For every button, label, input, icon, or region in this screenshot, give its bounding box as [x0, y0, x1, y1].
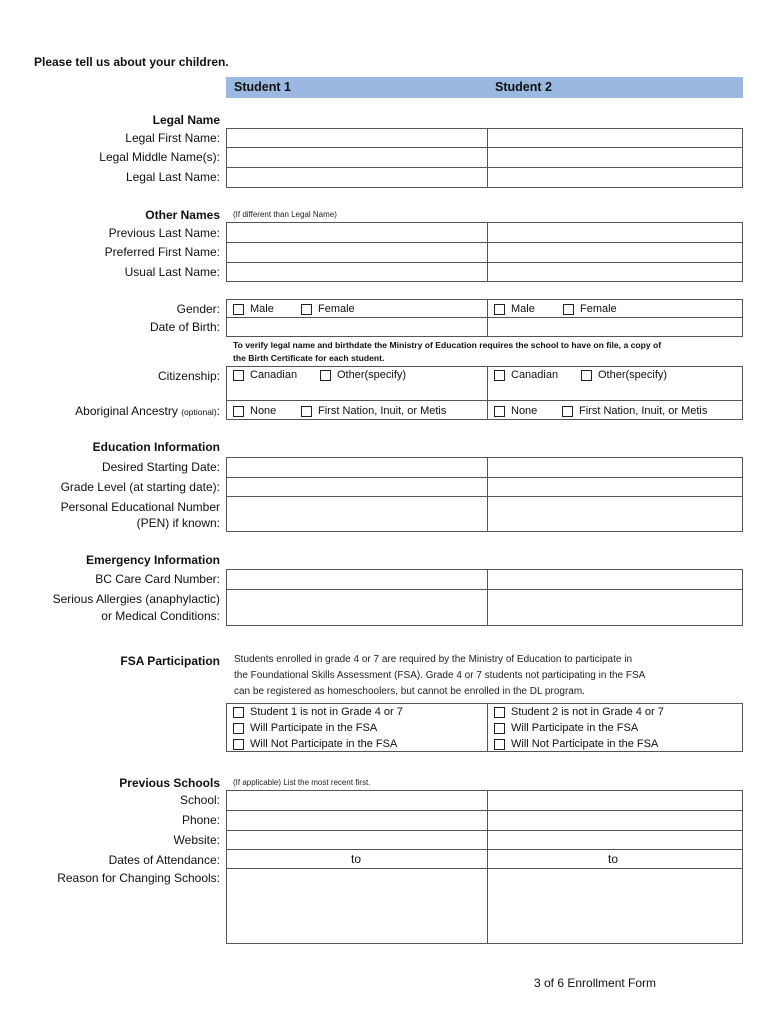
- checkbox-icon: [563, 304, 574, 315]
- allergies-label-line2: or Medical Conditions:: [101, 609, 220, 623]
- s2-not-grade-label: Student 2 is not in Grade 4 or 7: [511, 706, 664, 718]
- checkbox-icon: [233, 739, 244, 750]
- s1-phone-field[interactable]: [226, 810, 488, 831]
- preferred-first-label: Preferred First Name:: [104, 245, 220, 259]
- previous-last-label: Previous Last Name:: [108, 226, 220, 240]
- checkbox-icon: [233, 406, 244, 417]
- s2-first-nation-checkbox[interactable]: [562, 405, 707, 417]
- aboriginal-colon: :: [216, 404, 220, 418]
- will-not-participate-label: Will Not Participate in the FSA: [250, 738, 398, 750]
- legal-middle-label: Legal Middle Name(s):: [99, 150, 220, 164]
- s2-legal-last-field[interactable]: [487, 167, 743, 188]
- checkbox-icon: [233, 370, 244, 381]
- intro-text: Please tell us about your children.: [34, 55, 229, 69]
- dob-label: Date of Birth:: [149, 320, 220, 334]
- s2-male-checkbox[interactable]: [494, 303, 535, 315]
- other-names-note: (If different than Legal Name): [233, 210, 337, 219]
- s2-legal-first-field[interactable]: [487, 128, 743, 148]
- s1-school-field[interactable]: [226, 790, 488, 811]
- will-not-participate-label: Will Not Participate in the FSA: [511, 738, 659, 750]
- s2-will-participate-checkbox[interactable]: [494, 722, 638, 734]
- s2-will-not-participate-checkbox[interactable]: [494, 738, 658, 750]
- s2-reason-field[interactable]: [487, 868, 743, 944]
- s2-legal-middle-field[interactable]: [487, 147, 743, 168]
- checkbox-icon: [494, 304, 505, 315]
- fsa-text-line3: can be registered as homeschoolers, but cannot be enrolled in the DL program.: [234, 686, 585, 697]
- none-label: None: [250, 405, 277, 417]
- s1-legal-middle-field[interactable]: [226, 147, 488, 168]
- s2-dob-field[interactable]: [487, 317, 743, 337]
- s2-usual-last-field[interactable]: [487, 262, 743, 282]
- care-card-label: BC Care Card Number:: [95, 572, 220, 586]
- checkbox-icon: [494, 406, 505, 417]
- checkbox-icon: [562, 406, 573, 417]
- s1-allergies-field[interactable]: [226, 589, 488, 626]
- s2-grade-level-field[interactable]: [487, 477, 743, 497]
- will-participate-label: Will Participate in the FSA: [250, 722, 378, 734]
- page-footer: 3 of 6 Enrollment Form: [534, 976, 657, 990]
- fsa-heading: FSA Participation: [120, 654, 220, 668]
- checkbox-icon: [301, 406, 312, 417]
- s2-not-grade-checkbox[interactable]: [494, 706, 664, 718]
- first-nation-label: First Nation, Inuit, or Metis: [318, 405, 447, 417]
- checkbox-icon: [494, 723, 505, 734]
- s1-previous-last-field[interactable]: [226, 222, 488, 243]
- emergency-heading: Emergency Information: [85, 553, 220, 567]
- previous-schools-heading: Previous Schools: [119, 776, 220, 790]
- fsa-text-line1: Students enrolled in grade 4 or 7 are required by the Ministry of Education to participate in: [234, 654, 633, 665]
- s2-care-card-field[interactable]: [487, 569, 743, 590]
- s1-reason-field[interactable]: [226, 868, 488, 944]
- female-label: Female: [580, 303, 617, 315]
- s2-start-date-field[interactable]: [487, 457, 743, 478]
- s2-female-checkbox[interactable]: [563, 303, 617, 315]
- citizenship-label: Citizenship:: [157, 369, 220, 383]
- aboriginal-label: [75, 404, 220, 419]
- dates-label: Dates of Attendance:: [108, 853, 220, 867]
- verify-note-line2: the Birth Certificate for each student.: [233, 353, 385, 363]
- s1-start-date-field[interactable]: [226, 457, 488, 478]
- s1-dob-field[interactable]: [226, 317, 488, 337]
- s1-dates-to: to: [351, 852, 362, 866]
- s2-canadian-checkbox[interactable]: [494, 369, 558, 381]
- s2-other-citizenship-checkbox[interactable]: [581, 369, 667, 381]
- reason-label: Reason for Changing Schools:: [57, 871, 220, 885]
- male-label: Male: [511, 303, 535, 315]
- s2-pen-field[interactable]: [487, 496, 743, 532]
- canadian-label: Canadian: [511, 369, 559, 381]
- s2-phone-field[interactable]: [487, 810, 743, 831]
- start-date-label: Desired Starting Date:: [101, 460, 220, 474]
- usual-last-label: Usual Last Name:: [124, 265, 220, 279]
- will-participate-label: Will Participate in the FSA: [511, 722, 639, 734]
- s1-will-not-participate-checkbox[interactable]: [233, 738, 397, 750]
- allergies-label-line1: Serious Allergies (anaphylactic): [52, 592, 220, 606]
- checkbox-icon: [494, 739, 505, 750]
- s1-other-citizenship-checkbox[interactable]: [320, 369, 406, 381]
- student2-header: Student 2: [487, 77, 743, 98]
- s1-legal-first-field[interactable]: [226, 128, 488, 148]
- s2-school-field[interactable]: [487, 790, 743, 811]
- s1-care-card-field[interactable]: [226, 569, 488, 590]
- s1-not-grade-label: Student 1 is not in Grade 4 or 7: [250, 706, 403, 718]
- legal-last-label: Legal Last Name:: [125, 170, 220, 184]
- checkbox-icon: [494, 370, 505, 381]
- gender-label: Gender:: [176, 302, 220, 316]
- checkbox-icon: [233, 723, 244, 734]
- phone-label: Phone:: [181, 813, 220, 827]
- s1-first-nation-checkbox[interactable]: [301, 405, 446, 417]
- school-label: School:: [179, 793, 220, 807]
- s1-female-checkbox[interactable]: [301, 303, 355, 315]
- s1-preferred-first-field[interactable]: [226, 242, 488, 263]
- other-specify-label: Other(specify): [337, 369, 407, 381]
- other-specify-label: Other(specify): [598, 369, 668, 381]
- s2-previous-last-field[interactable]: [487, 222, 743, 243]
- aboriginal-label-text: Aboriginal Ancestry: [75, 404, 178, 418]
- s1-male-checkbox[interactable]: [233, 303, 274, 315]
- education-heading: Education Information: [92, 440, 220, 454]
- other-names-heading: Other Names: [145, 208, 220, 222]
- s1-website-field[interactable]: [226, 830, 488, 850]
- first-nation-label: First Nation, Inuit, or Metis: [579, 405, 708, 417]
- checkbox-icon: [233, 707, 244, 718]
- checkbox-icon: [494, 707, 505, 718]
- checkbox-icon: [581, 370, 592, 381]
- s1-none-checkbox[interactable]: [233, 405, 276, 417]
- s1-not-grade-checkbox[interactable]: [233, 706, 403, 718]
- website-label: Website:: [173, 833, 220, 847]
- s1-pen-field[interactable]: [226, 496, 488, 532]
- verify-note-line1: To verify legal name and birthdate the Ministry of Education requires the school to have on file, a copy of: [233, 340, 662, 350]
- canadian-label: Canadian: [250, 369, 298, 381]
- pen-label-line2: (PEN) if known:: [136, 516, 220, 530]
- s2-website-field[interactable]: [487, 830, 743, 850]
- s2-allergies-field[interactable]: [487, 589, 743, 626]
- student1-header: Student 1: [226, 77, 488, 98]
- s1-usual-last-field[interactable]: [226, 262, 488, 282]
- s1-canadian-checkbox[interactable]: [233, 369, 297, 381]
- s2-preferred-first-field[interactable]: [487, 242, 743, 263]
- s1-will-participate-checkbox[interactable]: [233, 722, 377, 734]
- female-label: Female: [318, 303, 355, 315]
- s2-dates-to: to: [608, 852, 619, 866]
- none-label: None: [511, 405, 538, 417]
- s2-none-checkbox[interactable]: [494, 405, 537, 417]
- checkbox-icon: [233, 304, 244, 315]
- s1-legal-last-field[interactable]: [226, 167, 488, 188]
- legal-first-label: Legal First Name:: [125, 131, 220, 145]
- legal-name-heading: Legal Name: [152, 113, 220, 127]
- optional-tag: (optional): [181, 407, 217, 417]
- previous-schools-note: (If applicable) List the most recent first.: [233, 778, 371, 787]
- checkbox-icon: [301, 304, 312, 315]
- s1-grade-level-field[interactable]: [226, 477, 488, 497]
- male-label: Male: [250, 303, 274, 315]
- pen-label-line1: Personal Educational Number: [60, 500, 220, 514]
- checkbox-icon: [320, 370, 331, 381]
- fsa-text-line2: the Foundational Skills Assessment (FSA). Grade 4 or 7 students not participating in the FSA: [234, 670, 646, 681]
- grade-level-label: Grade Level (at starting date):: [60, 480, 220, 494]
